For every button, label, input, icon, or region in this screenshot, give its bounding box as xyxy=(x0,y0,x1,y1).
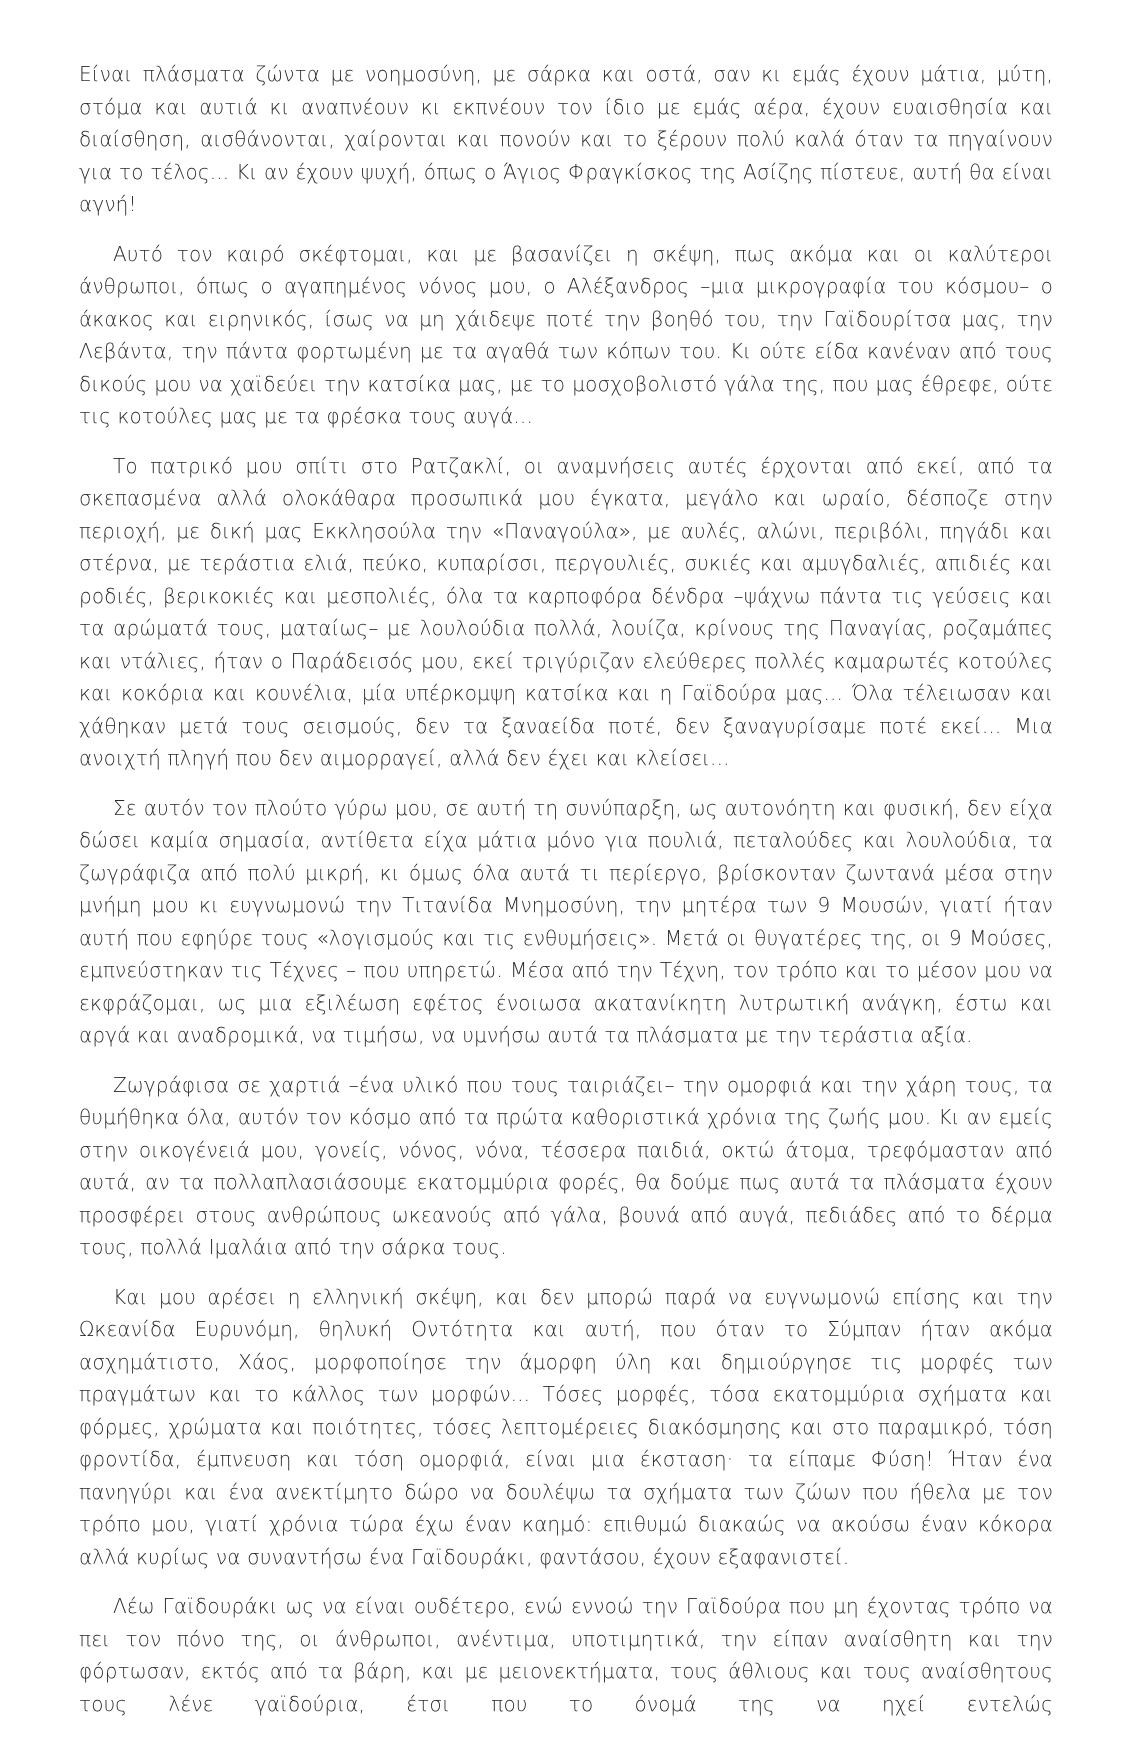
paragraph-3: Το πατρικό μου σπίτι στο Ρατζακλί, οι αναμνήσεις αυτές έρχονται από εκεί, από τα σκεπασμένα αλλά ολοκάθαρα προσωπικά μου έγκατα, μεγάλο και ωραίο, δέσποζε στην περιοχή, με δική μας Εκκλησούλα την «Παναγούλα», με αυλές, αλώνι, περιβόλι, πηγάδι και στέρνα, με τεράστια ελιά, πεύκο, κυπαρίσσι, περγουλιές, συκιές και αμυγδαλιές, απιδιές και ροδιές, βερικοκιές και μεσπολιές, όλα τα καρποφόρα δένδρα –ψάχνω πάντα τις γεύσεις και τα αρώματά τους, ματαίως– με λουλούδια πολλά, λουίζα, κρίνους της Παναγίας, ροζαμάπες και ντάλιες, ήταν ο Παράδεισός μου, εκεί τριγύριζαν ελεύθερες πολλές καμαρωτές κοτούλες και κοκόρια και κουνέλια, μία υπέρκομψη κατσίκα και η Γαϊδούρα μας... Όλα τέλειωσαν και χάθηκαν μετά τους σεισμούς, δεν τα ξαναείδα ποτέ, δεν ξαναγυρίσαμε ποτέ εκεί... Μια ανοιχτή πληγή που δεν αιμορραγεί, αλλά δεν έχει και κλείσει... xyxy=(79,453,1053,770)
paragraph-6: Και μου αρέσει η ελληνική σκέψη, και δεν μπορώ παρά να ευγνωμονώ επίσης και την Ωκεανίδα Ευρυνόμη, θηλυκή Οντότητα και αυτή, που όταν το Σύμπαν ήταν ακόμα ασχημάτιστο, Χάος, μορφοποίησε την άμορφη ύλη και δημιούργησε τις μορφές των πραγμάτων και το κάλλος των μορφών... Τόσες μορφές, τόσα εκατομμύρια σχήματα και φόρμες, χρώματα και ποιότητες, τόσες λεπτομέρειες διακόσμησης και στο παραμικρό, τόση φροντίδα, έμπνευση και τόση ομορφιά, είναι μια έκσταση· τα είπαμε Φύση! Ήταν ένα πανηγύρι και ένα ανεκτίμητο δώρο να δουλέψω τα σχήματα των ζώων που ήθελα με τον τρόπο μου, γιατί χρόνια τώρα έχω έναν καημό: επιθυμώ διακαώς να ακούσω έναν κόκορα αλλά κυρίως να συναντήσω ένα Γαϊδουράκι, φαντάσου, έχουν εξαφανιστεί. xyxy=(79,1284,1053,1569)
paragraph-7: Λέω Γαϊδουράκι ως να είναι ουδέτερο, ενώ εννοώ την Γαϊδούρα που μη έχοντας τρόπο να πει τον πόνο της, οι άνθρωποι, ανέντιμα, υποτιμητικά, την είπαν αναίσθητη και την φόρτωσαν, εκτός από τα βάρη, και με μειονεκτήματα, τους άθλιους και τους αναίσθητους τους λένε γαϊδούρια, έτσι που το όνομά της να ηχεί εντελώς xyxy=(79,1594,1053,1716)
paragraph-4: Σε αυτόν τον πλούτο γύρω μου, σε αυτή τη συνύπαρξη, ως αυτονόητη και φυσική, δεν είχα δώσει καμία σημασία, αντίθετα είχα μάτια μόνο για πουλιά, πεταλούδες και λουλούδια, τα ζωγράφιζα από πολύ μικρή, κι όμως όλα αυτά τι περίεργο, βρίσκονταν ζωντανά μέσα στην μνήμη μου κι ευγνωμονώ την Τιτανίδα Μνημοσύνη, την μητέρα των 9 Μουσών, γιατί ήταν αυτή που εφηύρε τους «λογισμούς και τις ενθυμήσεις». Μετά οι θυγατέρες της, οι 9 Μούσες, εμπνεύστηκαν τις Τέχνες – που υπηρετώ. Μέσα από την Τέχνη, τον τρόπο και το μέσον μου να εκφράζομαι, ως μια εξιλέωση εφέτος ένοιωσα ακατανίκητη λυτρωτική ανάγκη, έστω και αργά και αναδρομικά, να τιμήσω, να υμνήσω αυτά τα πλάσματα με την τεράστια αξία. xyxy=(79,795,1053,1047)
paragraph-2: Αυτό τον καιρό σκέφτομαι, και με βασανίζει η σκέψη, πως ακόμα και οι καλύτεροι άνθρωποι, όπως ο αγαπημένος νόνος μου, ο Αλέξανδρος –μια μικρογραφία του κόσμου– ο άκακος και ειρηνικός, ίσως να μη χάιδεψε ποτέ την βοηθό του, την Γαϊδουρίτσα μας, την Λεβάντα, την πάντα φορτωμένη με τα αγαθά των κόπων του. Κι ούτε είδα κανέναν από τους δικούς μου να χαϊδεύει την κατσίκα μας, με το μοσχοβολιστό γάλα της, που μας έθρεφε, ούτε τις κοτούλες μας με τα φρέσκα τους αυγά... xyxy=(79,241,1053,428)
paragraph-5: Ζωγράφισα σε χαρτιά –ένα υλικό που τους ταιριάζει– την ομορφιά και την χάρη τους, τα θυμήθηκα όλα, αυτόν τον κόσμο από τα πρώτα καθοριστικά χρόνια της ζωής μου. Κι αν εμείς στην οικογένειά μου, γονείς, νόνος, νόνα, τέσσερα παιδιά, οκτώ άτομα, τρεφόμασταν από αυτά, αν τα πολλαπλασιάσουμε εκατομμύρια φορές, θα δούμε πως αυτά τα πλάσματα έχουν προσφέρει στους ανθρώπους ωκεανούς από γάλα, βουνά από αυγά, πεδιάδες από το δέρμα τους, πολλά Ιμαλάια από την σάρκα τους. xyxy=(79,1072,1053,1259)
paragraph-1: Είναι πλάσματα ζώντα με νοημοσύνη, με σάρκα και οστά, σαν κι εμάς έχουν μάτια, μύτη, στόμα και αυτιά κι αναπνέουν κι εκπνέουν τον ίδιο με εμάς αέρα, έχουν ευαισθησία και διαίσθηση, αισθάνονται, χαίρονται και πονούν και το ξέρουν πολύ καλά όταν τα πηγαίνουν για το τέλος... Κι αν έχουν ψυχή, όπως ο Άγιος Φραγκίσκος της Ασίζης πίστευε, αυτή θα είναι αγνή! xyxy=(79,62,1053,216)
page-body xyxy=(79,58,1053,1720)
